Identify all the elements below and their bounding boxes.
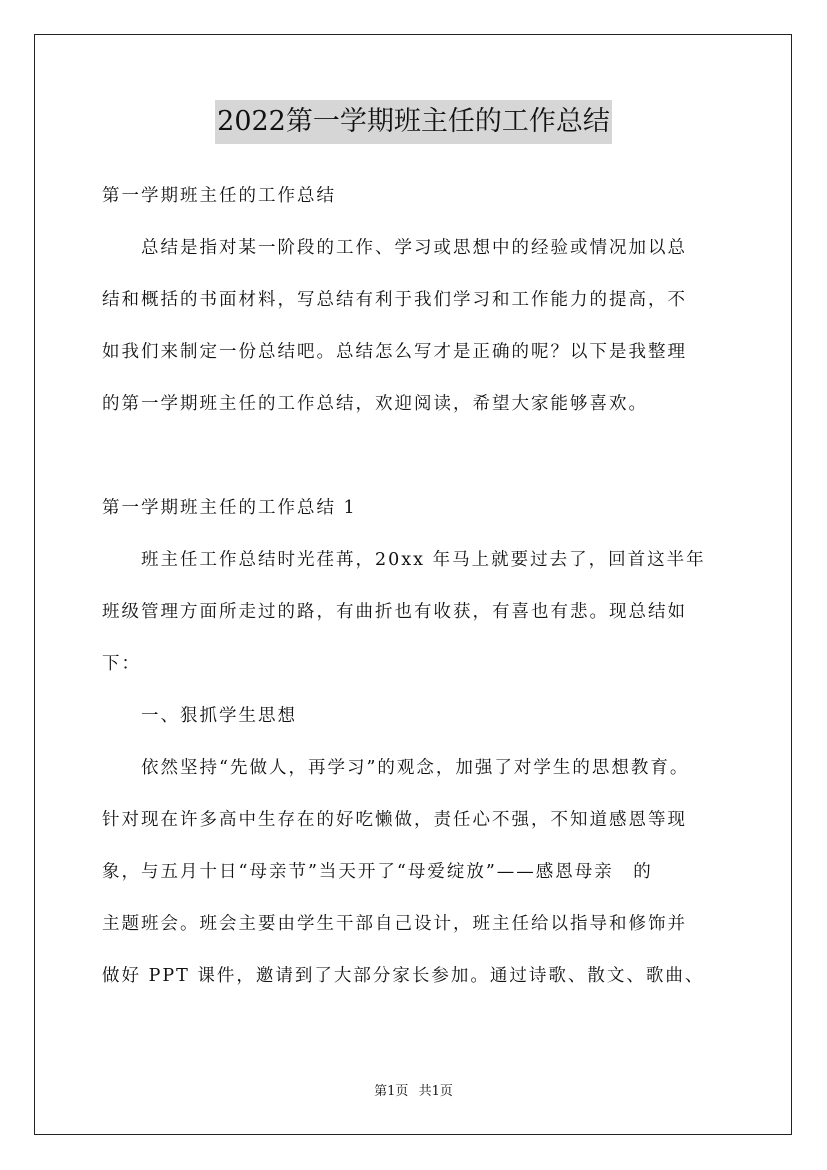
page-total: 共1页 [418,1084,453,1099]
text-line: 针对现在许多高中生存在的好吃懒做，责任心不强，不知道感恩等现 [102,810,687,830]
text-line: 结和概括的书面材料，写总结有利于我们学习和工作能力的提高，不 [102,290,687,310]
text-line: 第一学期班主任的工作总结 1 [102,498,357,518]
paragraph-gap [102,430,730,482]
title-wrap [0,100,827,144]
document-title: 2022第一学期班主任的工作总结 [215,100,612,144]
text-line: 象，与五月十日“母亲节”当天开了“母爱绽放”——感恩母亲 的 [102,862,653,882]
text-line: 如我们来制定一份总结吧。总结怎么写才是正确的呢？以下是我整理 [102,342,687,362]
page-number: 第1页 [374,1084,409,1099]
text-line: 班主任工作总结时光荏苒，20xx 年马上就要过去了，回首这半年 [141,550,706,570]
text-line: 下： [102,654,141,674]
text-line: 做好 PPT 课件，邀请到了大部分家长参加。通过诗歌、散文、歌曲、 [102,966,705,986]
text-line: 班级管理方面所走过的路，有曲折也有收获，有喜也有悲。现总结如 [102,602,687,622]
text-line: 依然坚持“先做人，再学习”的观念，加强了对学生的思想教育。 [141,758,690,778]
text-line: 主题班会。班会主要由学生干部自己设计，班主任给以指导和修饰并 [102,914,687,934]
text-line: 一、狠抓学生思想 [141,706,297,726]
text-line: 的第一学期班主任的工作总结，欢迎阅读，希望大家能够喜欢。 [102,394,648,414]
text-line: 总结是指对某一阶段的工作、学习或思想中的经验或情况加以总 [141,238,687,258]
text-line: 第一学期班主任的工作总结 [102,186,336,206]
page-footer [0,1080,827,1099]
document-body [102,170,730,1002]
